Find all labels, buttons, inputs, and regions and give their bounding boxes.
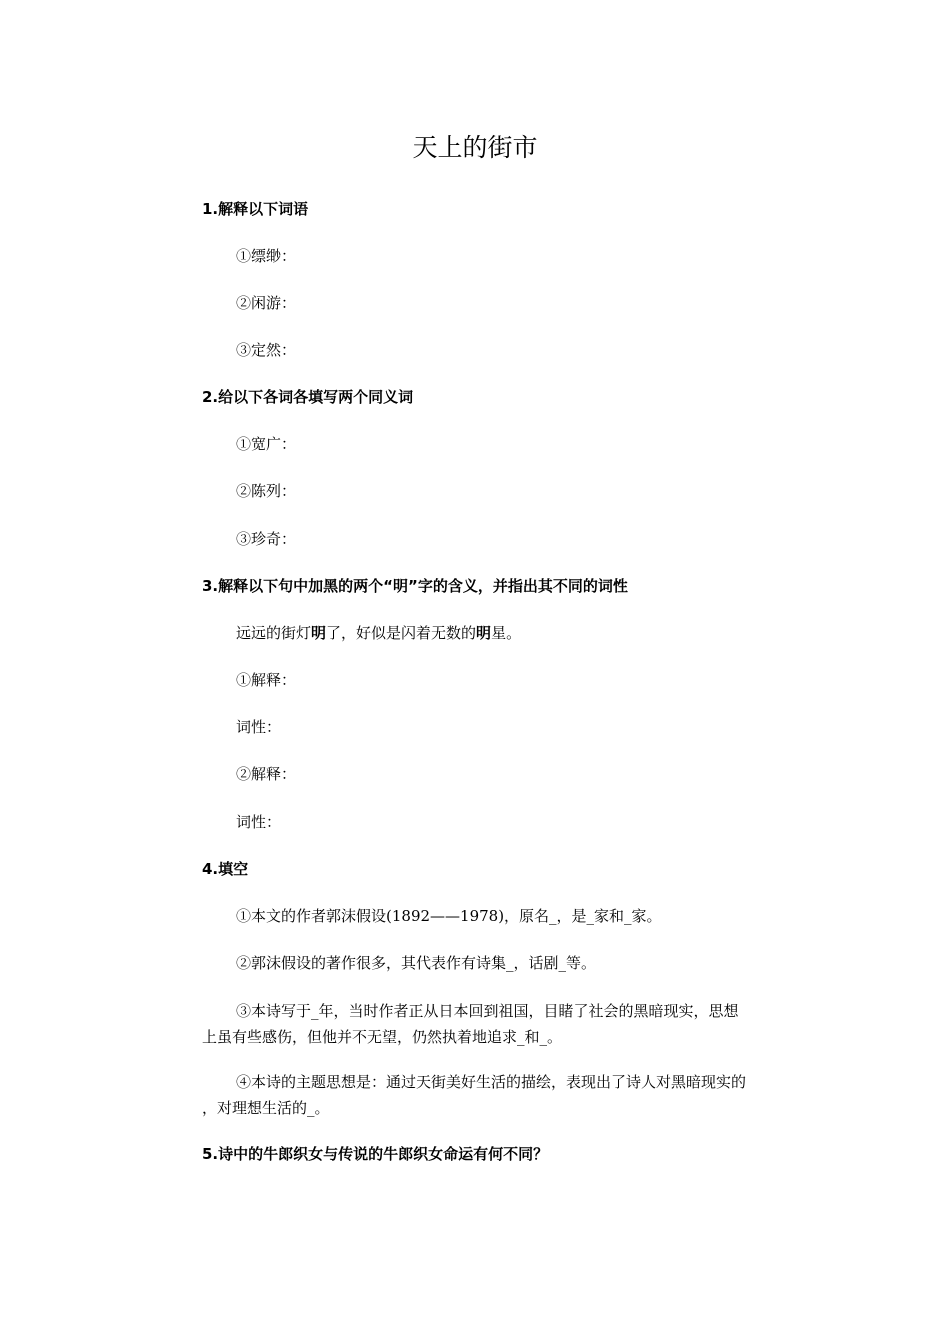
sentence-part-1: 远远的街灯	[236, 624, 312, 642]
sentence-bold-ming-1: 明	[311, 624, 327, 642]
sentence-bold-ming-2: 明	[476, 624, 492, 642]
question-3-explain-1: ①解释：	[236, 671, 297, 689]
question-1-item-2: ②闲游：	[236, 294, 297, 312]
sentence-part-3: 星。	[491, 624, 522, 642]
question-4-item-1: ①本文的作者郭沫假设(1892——1978)，原名_，是_家和_家。	[236, 907, 662, 925]
question-3-heading: 3.解释以下句中加黑的两个“明”字的含义，并指出其不同的词性	[202, 577, 628, 595]
question-2-item-1: ①宽广：	[236, 435, 297, 453]
sentence-part-2: 了，好似是闪着无数的	[326, 624, 477, 642]
question-3-pos-2: 词性：	[236, 813, 282, 831]
question-2-item-2: ②陈列：	[236, 482, 297, 500]
question-1-item-3: ③定然：	[236, 341, 297, 359]
question-4-heading: 4.填空	[202, 860, 249, 878]
question-2-item-3: ③珍奇：	[236, 530, 297, 548]
question-4-item-4-line-1: ④本诗的主题思想是：通过天街美好生活的描绘，表现出了诗人对黑暗现实的	[236, 1073, 747, 1091]
question-4-item-2: ②郭沫假设的著作很多，其代表作有诗集_，话剧_等。	[236, 954, 597, 972]
question-1-heading: 1.解释以下词语	[202, 200, 309, 218]
question-4-item-3-line-1: ③本诗写于_年，当时作者正从日本回到祖国，目睹了社会的黑暗现实，思想	[236, 1002, 739, 1020]
question-2-heading: 2.给以下各词各填写两个同义词	[202, 388, 414, 406]
question-4-item-4-line-2: ，对理想生活的_。	[202, 1099, 330, 1117]
question-3-explain-2: ②解释：	[236, 765, 297, 783]
question-5-heading: 5.诗中的牛郎织女与传说的牛郎织女命运有何不同？	[202, 1145, 549, 1163]
page-title: 天上的街市	[412, 133, 538, 162]
question-3-pos-1: 词性：	[236, 718, 282, 736]
question-1-item-1: ①缥缈：	[236, 247, 297, 265]
question-4-item-3-line-2: 上虽有些感伤，但他并不无望，仍然执着地追求_和_。	[202, 1028, 563, 1046]
question-3-sentence	[236, 623, 521, 643]
